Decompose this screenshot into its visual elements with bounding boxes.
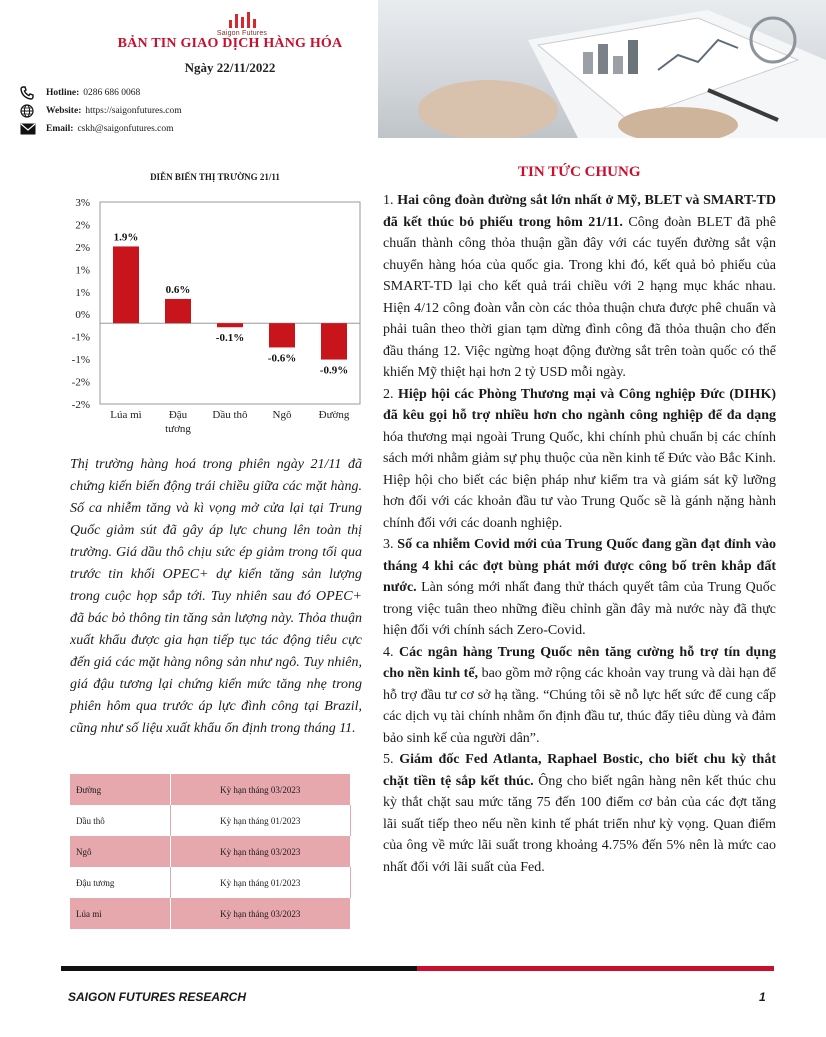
chart-bar — [217, 323, 243, 327]
x-tick-label: Lúa mì — [110, 409, 142, 421]
contract-row — [70, 836, 351, 867]
news-heading: TIN TỨC CHUNG — [518, 164, 641, 180]
contract-commodity: Ngô — [70, 836, 170, 867]
x-tick-label: Đậu — [168, 409, 188, 421]
contract-term: Kỳ hạn tháng 01/2023 — [170, 805, 351, 836]
news-headline: Số ca nhiễm Covid mới của Trung Quốc đang gần đạt đỉnh vào tháng 4 khi các đợt bùng phát mới được công bố trên khắp đất nước. — [383, 537, 776, 595]
contract-row — [70, 867, 351, 898]
contact-value[interactable]: https://saigonfutures.com — [85, 106, 182, 116]
data-label: -0.9% — [319, 364, 349, 377]
news-number: 5. — [383, 752, 394, 767]
news-body: Ông cho biết ngân hàng nên kết thúc chu kỳ thắt chặt sau mức tăng 75 đến 100 điểm cơ bản của các đợt tăng lãi suất tiếp theo nếu nền kinh tế phát triển như kỳ vọng. Quan điểm của ông về mức lãi suất trong khoảng 4.75% đến 5% nên là mức cao nhất đối với lãi suất của Fed. — [383, 773, 776, 875]
contact-email — [20, 120, 182, 138]
contract-commodity: Dầu thô — [70, 805, 170, 836]
logo-text: Saigon Futures — [216, 30, 268, 37]
x-tick-label: Ngô — [272, 409, 292, 421]
contract-term: Kỳ hạn tháng 03/2023 — [170, 836, 351, 867]
news-headline: Hai công đoàn đường sắt lớn nhất ở Mỹ, BLET và SMART-TD đã kết thúc bỏ phiếu trong hôm 21/11. — [383, 193, 776, 230]
data-label: -0.6% — [267, 352, 297, 365]
bulletin-date: Ngày 22/11/2022 — [184, 60, 276, 75]
news-headline: Giám đốc Fed Atlanta, Raphael Bostic, cho biết chu kỳ thắt chặt tiền tệ sắp kết thúc. — [383, 752, 776, 789]
contract-term: Kỳ hạn tháng 03/2023 — [170, 898, 351, 929]
email-icon — [20, 121, 40, 137]
news-number: 4. — [383, 644, 394, 660]
header-photo — [378, 0, 826, 138]
news-item — [383, 534, 776, 642]
data-label: 1.9% — [113, 231, 139, 244]
chart-bar — [113, 246, 139, 323]
news-item — [383, 642, 776, 750]
x-tick-label: Dầu thô — [212, 409, 248, 421]
y-tick-label: -1% — [71, 331, 90, 344]
chart-bar — [165, 299, 191, 323]
news-item — [383, 749, 776, 878]
y-tick-label: -2% — [71, 376, 90, 389]
news-body: Công đoàn BLET đã phê chuẩn thành công thỏa thuận gần đây với các tuyến đường sắt vận chuyển hàng hóa của quốc gia. Trong khi đó, kết quả bỏ phiếu của SMART-TD lại cho kết quả trái chiều với 2 hạng mục khác nhau. Hiện 4/12 công đoàn vẫn còn các thỏa thuận chưa được phê chuẩn và phải tuân theo thời gian tạm dừng đình công đã thỏa thuận cho đến đầu tháng 12. Việc ngừng hoạt động đường sắt trên toàn quốc có thể khiến Mỹ thiệt hại hơn 2 tỷ USD mỗi ngày. — [383, 214, 776, 380]
logo — [212, 12, 272, 37]
y-tick-label: 1% — [75, 264, 90, 277]
contact-label: Email: — [46, 124, 74, 134]
market-summary: Thị trường hàng hoá trong phiên ngày 21/11 đã chứng kiến biến động trái chiều giữa các mặt hàng. Số ca nhiễm tăng và kì vọng mở cửa lại tại Trung Quốc giảm sút đã gây áp lực chung lên toàn thị trường. Giá dầu thô chịu sức ép giảm trong tối qua trước tin khối OPEC+ dự kiến tăng sản lượng trong cuộc họp sắp tới. Tuy nhiên sau đó OPEC+ đã bác bỏ thông tin tăng sản lượng này. Thỏa thuận xuất khẩu được gia hạn tiếp tục tác động tiêu cực đến giá các mặt hàng nông sản như ngô. Tuy nhiên, giá đậu tương lại chứng kiến mức tăng nhẹ trong phiên hôm qua trước áp lực đình công tại Brazil, cũng như số liệu xuất khẩu ổn định trong tháng 11. — [70, 457, 362, 736]
news-headline: Hiệp hội các Phòng Thương mại và Công nghiệp Đức (DIHK) đã kêu gọi hỗ trợ nhiều hơn cho ngành công nghiệp để đa dạng — [383, 386, 777, 423]
data-label: -0.1% — [215, 332, 245, 345]
news-item — [383, 190, 776, 384]
y-tick-label: 3% — [75, 197, 90, 209]
bulletin-title: BẢN TIN GIAO DỊCH HÀNG HÓA — [117, 36, 343, 51]
y-tick-label: -2% — [71, 399, 90, 411]
contract-row — [70, 805, 351, 836]
contact-list — [20, 84, 182, 138]
y-tick-label: -1% — [71, 354, 90, 367]
market-bar-chart — [58, 190, 368, 445]
chart-bar — [321, 323, 347, 359]
contact-website — [20, 102, 182, 120]
contract-commodity: Lúa mì — [70, 898, 170, 929]
footer-rule-black — [61, 966, 417, 971]
news-item — [383, 384, 776, 535]
footer-rule-red — [417, 966, 774, 971]
y-tick-label: 1% — [75, 286, 90, 299]
phone-icon — [20, 85, 40, 101]
x-tick-label: tương — [165, 423, 191, 435]
contact-hotline — [20, 84, 182, 102]
y-tick-label: 2% — [75, 241, 90, 254]
page-number: 1 — [759, 990, 766, 1004]
footer-label: SAIGON FUTURES RESEARCH — [68, 990, 247, 1004]
news-body: Làn sóng mới nhất đang thử thách quyết tâm của Trung Quốc trong việc tuân theo những điều chỉnh gần đây mà nước này đã thực hiện đối với chính sách Zero-Covid. — [383, 580, 776, 638]
contract-term: Kỳ hạn tháng 01/2023 — [170, 867, 351, 898]
data-label: 0.6% — [165, 283, 191, 296]
globe-icon — [20, 103, 40, 119]
contract-row — [70, 774, 351, 805]
news-number: 1. — [383, 193, 394, 208]
news-number: 2. — [383, 386, 394, 402]
contact-label: Website: — [46, 106, 82, 116]
chart-bar — [269, 323, 295, 347]
contact-value[interactable]: cskh@saigonfutures.com — [77, 124, 174, 134]
contract-row — [70, 898, 351, 929]
contract-commodity: Đậu tương — [70, 867, 170, 898]
chart-title: DIỄN BIẾN THỊ TRƯỜNG 21/11 — [150, 172, 280, 182]
news-headline: Các ngân hàng Trung Quốc nên tăng cường hỗ trợ tín dụng cho nền kinh tế, — [383, 644, 776, 681]
x-tick-label: Đường — [318, 409, 350, 421]
contact-value[interactable]: 0286 686 0068 — [83, 88, 141, 98]
contact-label: Hotline: — [46, 88, 80, 98]
y-tick-label: 2% — [75, 219, 90, 232]
news-number: 3. — [383, 537, 394, 552]
news-list — [383, 190, 776, 878]
contract-table — [70, 774, 351, 929]
news-body: hóa thương mại ngoài Trung Quốc, khi chính phủ chuẩn bị các chính sách mới nhằm giảm sự phụ thuộc của nền kinh tế Đức vào Bắc Kinh. Hiệp hội cho biết các biện pháp như kiểm tra và giám sát kỹ lưỡng hơn đối với các khoản đầu tư vào Trung Quốc sẽ là gánh nặng hành chính đối với các doanh nghiệp. — [383, 429, 776, 531]
contract-commodity: Đường — [70, 774, 170, 805]
y-tick-label: 0% — [75, 309, 90, 322]
contract-term: Kỳ hạn tháng 03/2023 — [170, 774, 351, 805]
logo-bars-icon — [212, 12, 272, 28]
news-body: bao gồm mở rộng các khoản vay trung và dài hạn để hỗ trợ đầu tư cơ sở hạ tầng. “Chúng tôi sẽ nỗ lực hết sức để cung cấp các dịch vụ tài chính nhằm ổn định đầu tư, thúc đẩy tiêu dùng và đảm bảo sinh kế của người dân”. — [383, 666, 776, 746]
